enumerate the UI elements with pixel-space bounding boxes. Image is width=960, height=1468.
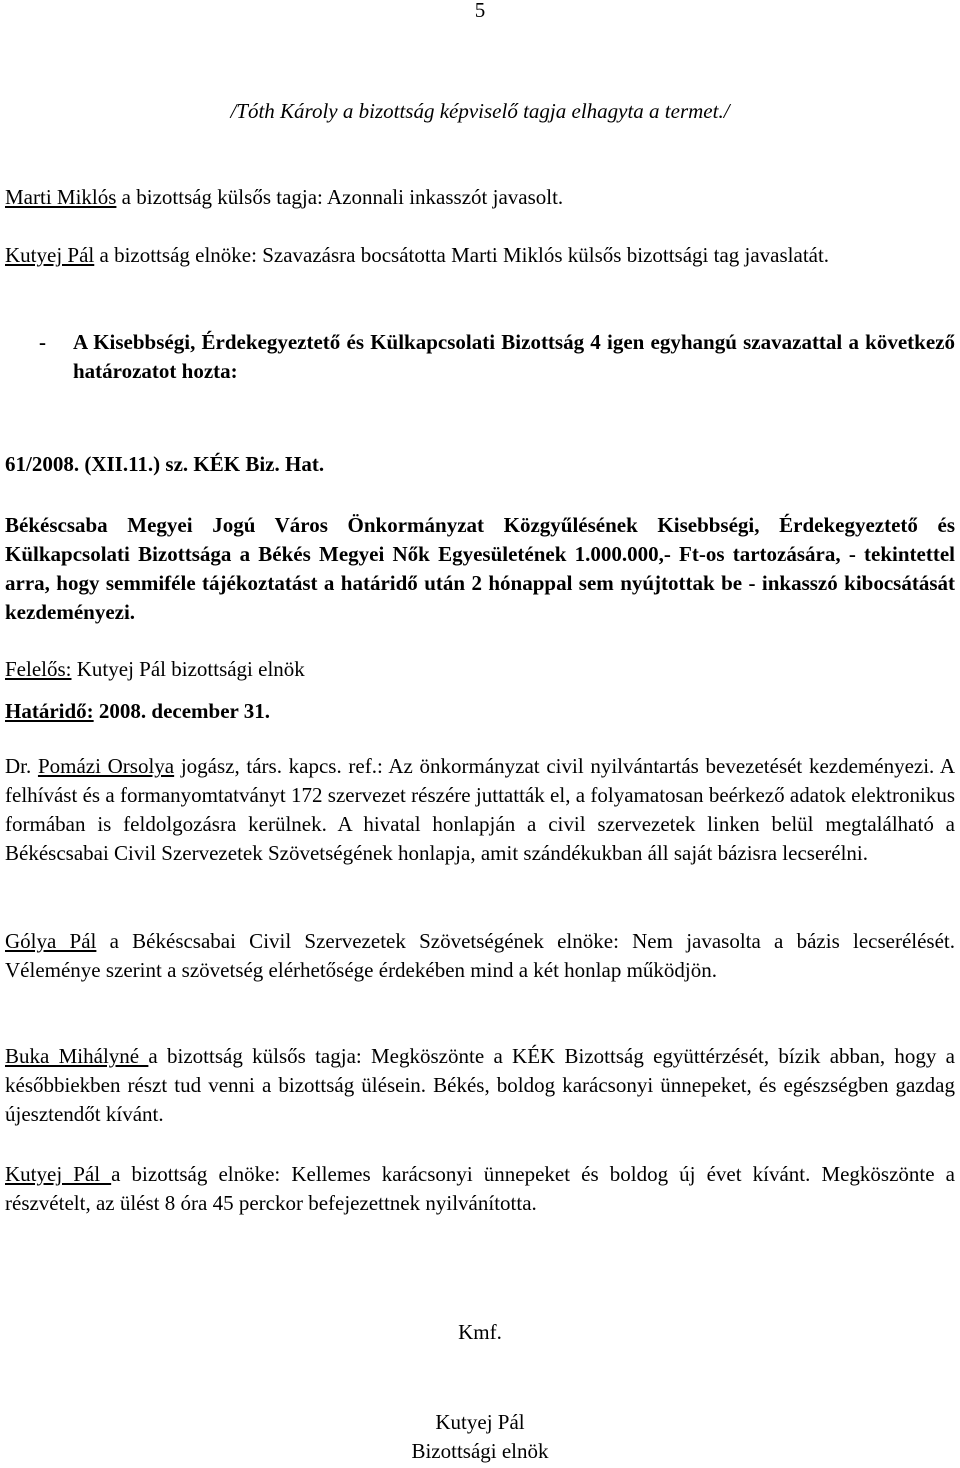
resolution-number: 61/2008. (XII.11.) sz. KÉK Biz. Hat. xyxy=(5,452,325,476)
vote-result xyxy=(5,328,955,386)
speaker-name: Gólya Pál xyxy=(5,929,97,953)
paragraph-text: a bizottság elnöke: Kellemes karácsonyi ünnepeket és boldog új évet kívánt. Megköszönte a részvételt, az ülést 8 óra 45 perckor befejezettnek nyilvánította. xyxy=(5,1162,955,1215)
paragraph-text: a bizottság külsős tagja: Azonnali inkasszót javasolt. xyxy=(116,185,564,209)
paragraph-kutyej-vote xyxy=(5,241,955,270)
resolution-deadline xyxy=(5,697,955,726)
paragraph-text: a bizottság külsős tagja: Megköszönte a KÉK Bizottság együttérzését, bízik abban, hogy a későbbiekben részt tud venni a bizottság ülésein. Békés, boldog karácsonyi ünnepeket, és egészségben gazdag újesztendőt kívánt. xyxy=(5,1044,955,1126)
paragraph-pomazi xyxy=(5,752,955,868)
deadline-label: Határidő: xyxy=(5,699,94,723)
closing-kmf: Kmf. xyxy=(458,1320,502,1344)
session-note: /Tóth Károly a bizottság képviselő tagja elhagyta a termet./ xyxy=(230,99,730,123)
paragraph-buka xyxy=(5,1042,955,1129)
responsible-label: Felelős: xyxy=(5,657,72,681)
paragraph-golya xyxy=(5,927,955,985)
speaker-name: Buka Mihályné xyxy=(5,1044,149,1068)
speaker-prefix: Dr. xyxy=(5,754,38,778)
speaker-name: Pomázi Orsolya xyxy=(37,754,175,778)
paragraph-text: jogász, társ. kapcs. ref.: Az önkormányzat civil nyilvántartás bevezetését kezdeményezi. A felhívást és a formanyomtatványt 172 szervezet részére juttatták el, a folyamatosan beérkező adatok elektronikus formában is feldolgozásra kerülnek. A hivatal honlapján a civil szervezetek linken belül megtalálható a Békéscsabai Civil Szervezetek Szövetségének honlapja, amit szándékukban áll saját bázisra lecserélni. xyxy=(5,754,955,865)
deadline-value: 2008. december 31. xyxy=(93,699,270,723)
paragraph-kutyej-closing xyxy=(5,1160,955,1218)
resolution-body: Békéscsaba Megyei Jogú Város Önkormányzat Közgyűlésének Kisebbségi, Érdekegyeztető és Külkapcsolati Bizottsága a Békés Megyei Nők Egyesületének 1.000.000,- Ft-os tartozására, - tekintettel arra, hogy semmiféle tájékoztatást a határidő után 2 hónappal sem nyújtottak be - inkasszó kibocsátását kezdeményezi. xyxy=(5,513,955,624)
paragraph-text: a bizottság elnöke: Szavazásra bocsátotta Marti Miklós külsős bizottsági tag javaslatát. xyxy=(94,243,830,267)
speaker-name: Kutyej Pál xyxy=(5,1162,112,1186)
list-dash: - xyxy=(39,330,46,354)
page-number: 5 xyxy=(474,0,486,22)
speaker-name: Kutyej Pál xyxy=(5,243,95,267)
paragraph-text: a Békéscsabai Civil Szervezetek Szövetségének elnöke: Nem javasolta a bázis lecserélését. Véleménye szerint a szövetség elérhetősége érdekében mind a két honlap működjön. xyxy=(5,929,955,982)
signature-title: Bizottsági elnök xyxy=(411,1439,549,1463)
responsible-value: Kutyej Pál bizottsági elnök xyxy=(71,657,305,681)
paragraph-marti xyxy=(5,183,955,212)
vote-text: A Kisebbségi, Érdekegyeztető és Külkapcsolati Bizottság 4 igen egyhangú szavazattal a következő határozatot hozta: xyxy=(73,330,955,383)
resolution-responsible xyxy=(5,655,955,684)
speaker-name: Marti Miklós xyxy=(5,185,117,209)
signature-name: Kutyej Pál xyxy=(435,1410,525,1434)
